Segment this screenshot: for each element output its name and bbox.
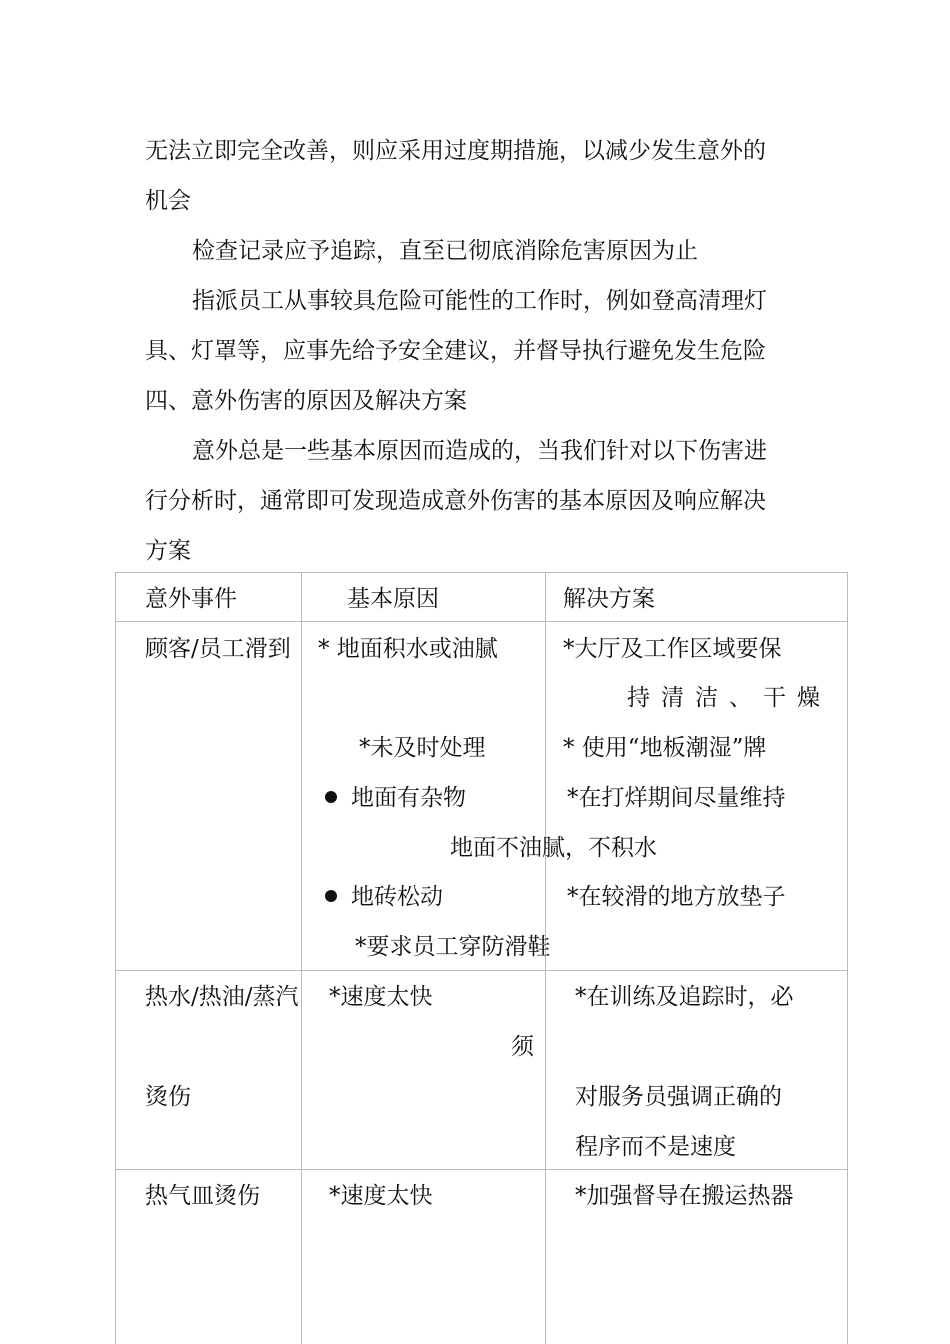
row2-solution-2: 须: [511, 1034, 534, 1060]
table-border-top: [115, 572, 848, 573]
row1-solution-1: *大厅及工作区域要保: [563, 636, 782, 662]
row2-cause-1: *速度太快: [329, 984, 433, 1010]
row1-cause-4: [325, 882, 443, 912]
row2-event-line-1: 热水/热油/蒸汽: [145, 984, 299, 1010]
bullet-icon: [325, 791, 337, 803]
row1-event: 顾客/员工滑到: [145, 636, 291, 662]
paragraph-3-line-1: 指派员工从事较具危险可能性的工作时，例如登高清理灯: [192, 288, 767, 314]
row2-solution-3: 对服务员强调正确的: [575, 1084, 782, 1110]
paragraph-4-line-2: 行分析时，通常即可发现造成意外伤害的基本原因及响应解决: [145, 488, 766, 514]
row1-solution-3: * 使用“地板潮湿”牌: [563, 735, 767, 761]
row3-event: 热气皿烫伤: [145, 1183, 260, 1209]
row2-solution-1: *在训练及追踪时，必: [575, 984, 794, 1010]
row1-solution-6: *在较滑的地方放垫子: [567, 884, 786, 910]
paragraph-1-line-2: 机会: [145, 188, 191, 214]
header-event: 意外事件: [145, 586, 237, 612]
table-divider-1: [301, 572, 302, 1344]
accident-table: [115, 572, 848, 1344]
bullet-icon: [325, 890, 337, 902]
row3-cause-1: *速度太快: [329, 1183, 433, 1209]
paragraph-4-line-1: 意外总是一些基本原因而造成的，当我们针对以下伤害进: [192, 438, 767, 464]
paragraph-3-line-2: 具、灯罩等，应事先给予安全建议，并督导执行避免发生危险: [145, 338, 766, 364]
table-row-divider-3: [115, 1169, 848, 1170]
row1-cause-3: [325, 783, 466, 813]
table-border-left: [115, 572, 116, 1344]
row1-solution-4: *在打烊期间尽量维持: [567, 785, 786, 811]
header-cause: 基本原因: [347, 586, 439, 612]
row1-cause-5: *要求员工穿防滑鞋: [355, 934, 551, 960]
row2-event-line-2: 烫伤: [145, 1084, 191, 1110]
row3-solution-1: *加强督导在搬运热器: [575, 1183, 794, 1209]
table-row-divider-2: [115, 970, 848, 971]
row2-solution-4: 程序而不是速度: [575, 1134, 736, 1160]
paragraph-1-line-1: 无法立即完全改善，则应采用过度期措施，以减少发生意外的: [145, 138, 766, 164]
table-row-divider-1: [115, 621, 848, 622]
row1-solution-5: 地面不油腻，不积水: [450, 835, 657, 861]
row1-cause-1: * 地面积水或油腻: [318, 636, 498, 662]
paragraph-2: 检查记录应予追踪，直至已彻底消除危害原因为止: [192, 238, 698, 264]
paragraph-4-line-3: 方案: [145, 538, 191, 564]
row1-cause-3-text: 地面有杂物: [351, 785, 466, 811]
header-solution: 解决方案: [563, 586, 655, 612]
section-heading: 四、意外伤害的原因及解决方案: [145, 388, 467, 414]
row1-cause-2: *未及时处理: [359, 735, 486, 761]
table-border-right: [847, 572, 848, 1344]
row1-solution-2: 持清洁、干燥: [627, 685, 831, 711]
row1-cause-4-text: 地砖松动: [351, 884, 443, 910]
